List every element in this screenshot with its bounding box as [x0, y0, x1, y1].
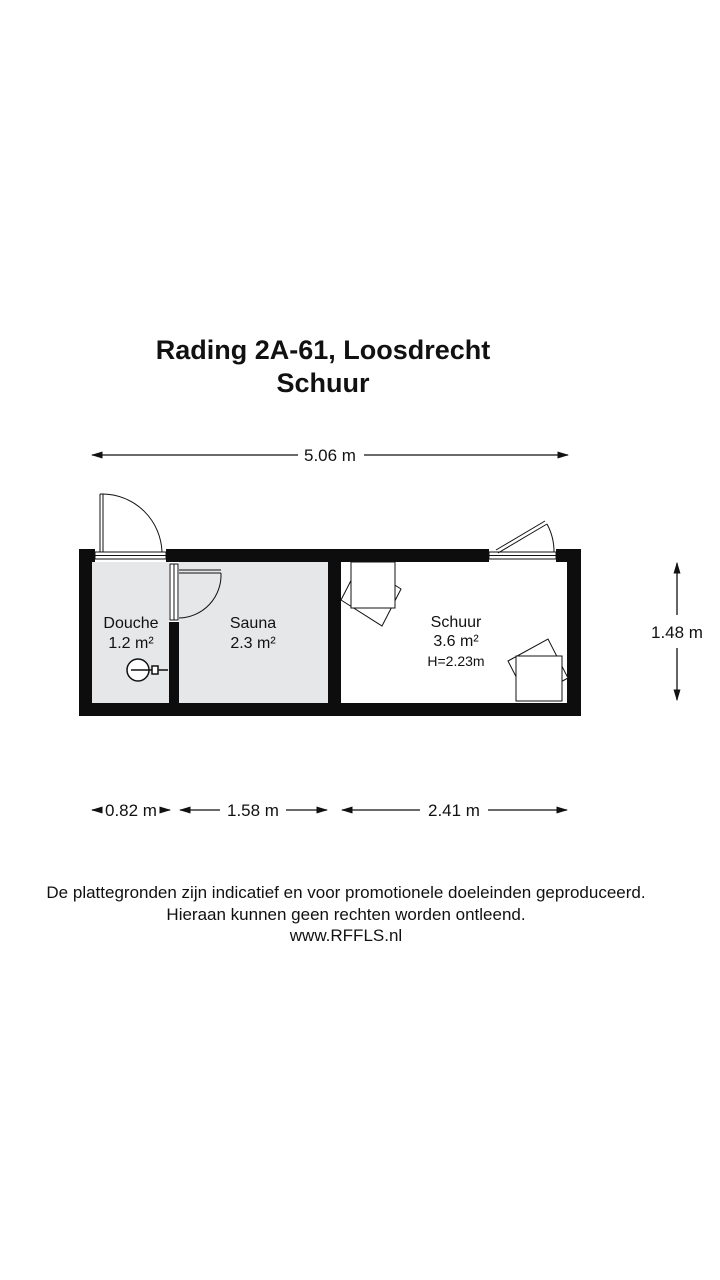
disclaimer-website-link: www.RFFLS.nl [289, 926, 403, 945]
sauna-room-area: 2.3 m² [230, 635, 276, 652]
dimension-segment-2-label: 1.58 m [227, 801, 279, 820]
douche-door [95, 494, 166, 559]
dimension-total-width-label: 5.06 m [304, 446, 356, 465]
douche-floor [92, 562, 169, 703]
sauna-floor [179, 562, 328, 703]
plan-title-address: Rading 2A-61, Loosdrecht [155, 335, 491, 365]
dimension-height-label: 1.48 m [651, 623, 703, 642]
schuur-door [489, 521, 556, 559]
disclaimer-line-2: Hieraan kunnen geen rechten worden ontleend. [166, 904, 526, 924]
dimension-segment-3-label: 2.41 m [428, 801, 480, 820]
douche-room-name: Douche [103, 615, 159, 632]
dimension-segment-2 [180, 801, 327, 820]
dimension-segment-3 [342, 801, 567, 820]
disclaimer-line-1: De plattegronden zijn indicatief en voor promotionele doeleinden geproduceerd. [46, 883, 646, 902]
dimension-total-width [92, 446, 568, 465]
dimension-segment-1-label: 0.82 m [105, 801, 157, 820]
plan-title-building: Schuur [276, 368, 370, 398]
schuur-ceiling-height: H=2.23m [427, 653, 485, 669]
dimension-height [651, 563, 703, 700]
schuur-room-area: 3.6 m² [433, 633, 479, 650]
sauna-room-name: Sauna [229, 615, 277, 632]
douche-room-area: 1.2 m² [108, 635, 154, 652]
dimension-segment-1 [92, 801, 170, 820]
schuur-room-name: Schuur [430, 614, 482, 631]
